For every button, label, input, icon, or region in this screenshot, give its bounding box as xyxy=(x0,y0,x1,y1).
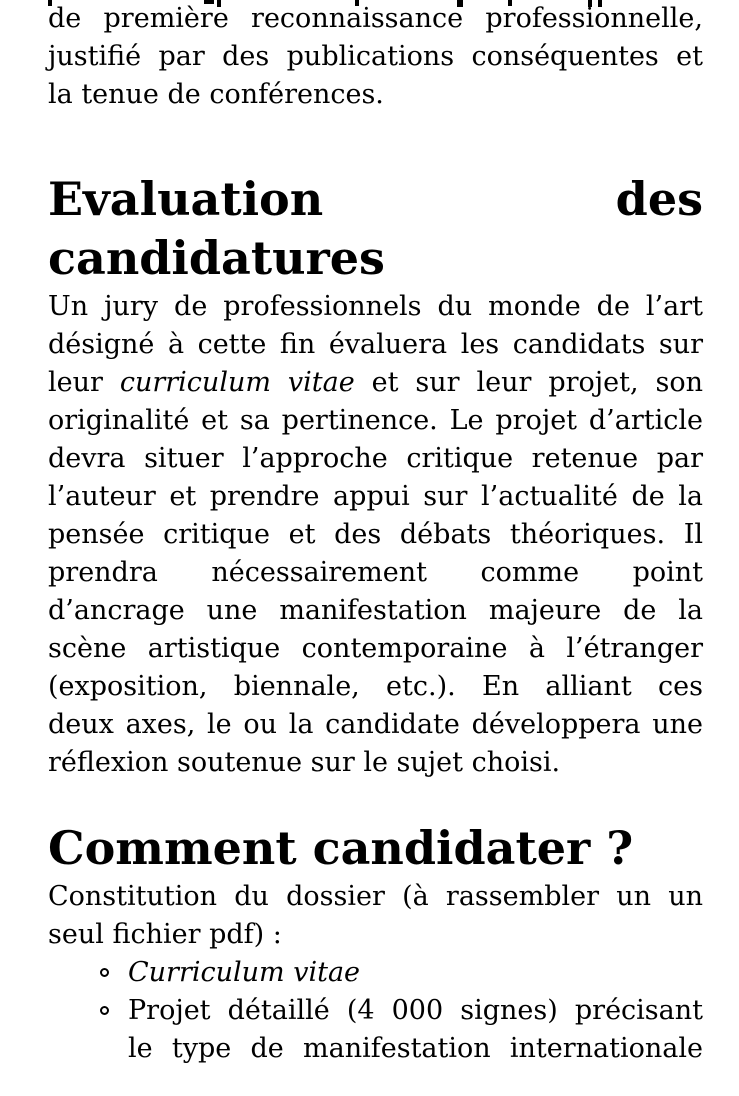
hollow-bullet-icon xyxy=(100,968,109,977)
italic-curriculum-vitae: Curriculum vitae xyxy=(128,957,361,988)
list-item-body xyxy=(128,992,703,1068)
paragraph-line: justifié par des publications conséquentes et xyxy=(48,41,703,72)
paragraph-line: originalité et sa pertinence. Le projet d’article xyxy=(48,405,703,436)
hollow-bullet-icon xyxy=(100,1006,109,1015)
paragraph-line: d’ancrage une manifestation majeure de la xyxy=(48,595,703,626)
paragraph-line: pensée critique et des débats théoriques. Il xyxy=(48,519,703,550)
heading-line: Evaluation des xyxy=(48,172,703,226)
heading-comment-candidater xyxy=(48,819,703,878)
constitution-paragraph xyxy=(48,878,703,954)
list-item-line: le type de manifestation internationale xyxy=(128,1033,703,1064)
evaluation-paragraph xyxy=(48,288,703,782)
list-item-curriculum-vitae xyxy=(100,954,703,992)
dossier-bullet-list xyxy=(48,954,703,1068)
paragraph-line: de première reconnaissance professionnelle, xyxy=(48,3,703,34)
text-column xyxy=(48,0,703,1068)
paragraph-line: la tenue de conférences. xyxy=(48,79,384,110)
paragraph-line xyxy=(48,364,703,402)
text-segment: leur xyxy=(48,367,120,398)
text-segment: et sur leur projet, son xyxy=(354,367,703,398)
paragraph-line: (exposition, biennale, etc.). En alliant ces xyxy=(48,671,703,702)
list-item-projet-detaille xyxy=(100,992,703,1068)
heading-line: Comment candidater ? xyxy=(48,821,634,875)
paragraph-line: scène artistique contemporaine à l’étranger xyxy=(48,633,703,664)
paragraph-line: l’auteur et prendre appui sur l’actualité de la xyxy=(48,481,703,512)
list-item-line: Projet détaillé (4 000 signes) précisant xyxy=(128,995,703,1026)
paragraph-line: Constitution du dossier (à rassembler un un xyxy=(48,881,703,912)
heading-evaluation-des-candidatures xyxy=(48,170,703,288)
list-item-body xyxy=(128,954,703,992)
paragraph-line: prendra nécessairement comme point xyxy=(48,557,703,588)
italic-phrase-curriculum-vitae: curriculum vitae xyxy=(119,367,355,398)
list-item-line xyxy=(128,954,703,992)
paragraph-line: devra situer l’approche critique retenue par xyxy=(48,443,703,474)
bullet-col xyxy=(100,992,128,1015)
intro-paragraph xyxy=(48,0,703,114)
paragraph-line: deux axes, le ou la candidate développera une xyxy=(48,709,703,740)
heading-line: candidatures xyxy=(48,231,385,285)
paragraph-line: Un jury de professionnels du monde de l’art xyxy=(48,291,703,322)
paragraph-line: désigné à cette fin évaluera les candidats sur xyxy=(48,329,703,360)
paragraph-line: seul fichier pdf) : xyxy=(48,919,282,950)
paragraph-line: réflexion soutenue sur le sujet choisi. xyxy=(48,747,561,778)
bullet-col xyxy=(100,954,128,977)
